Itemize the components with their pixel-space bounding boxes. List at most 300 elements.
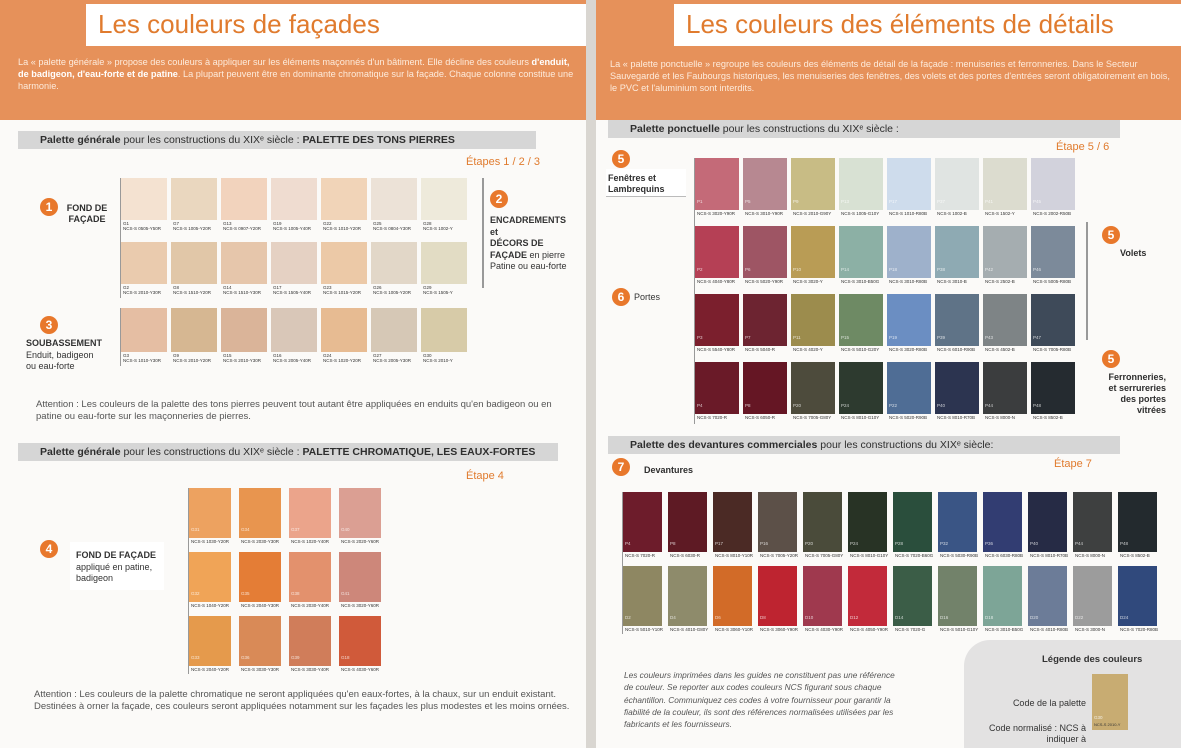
c2-l1: ENCADREMENTS	[490, 215, 567, 225]
swatch-ncs: NCS-S 3030-Y40R	[291, 667, 330, 672]
swatch-code: G19	[273, 221, 282, 226]
swatch-ncs: NCS-S 5030-R90B	[940, 553, 979, 558]
swatch-ncs: NCS-S 3020-Y90R	[697, 211, 736, 216]
swatch-g16	[271, 308, 317, 366]
swatch-ncs: NCS-S 4502-B	[985, 347, 1015, 352]
swatch-ncs: NCS-S 7005-G80Y	[805, 553, 844, 558]
swatch-ncs: NCS-S 2030-Y40R	[291, 603, 330, 608]
swatch-p44	[983, 362, 1027, 424]
swatch-code: P19	[889, 335, 898, 340]
swatch-color	[271, 178, 317, 220]
swatch-g34	[239, 488, 281, 546]
ponctuelle-palette	[694, 158, 1075, 424]
c3-l2: Enduit, badigeon	[26, 349, 94, 360]
c1-l2: FAÇADE	[68, 214, 106, 224]
swatch-g15	[221, 308, 267, 366]
swatch-d2	[623, 566, 662, 634]
c4-l1: FOND DE FAÇADE	[76, 550, 157, 560]
swatch-code: P17	[889, 199, 898, 204]
c5c-l4: vitrées	[1136, 405, 1166, 415]
swatch-code: G2	[123, 285, 130, 290]
swatch-g22	[321, 178, 367, 234]
swatch-code: P1	[697, 199, 703, 204]
swatch-p13	[839, 158, 883, 220]
swatch-code: G33	[191, 655, 200, 660]
swatch-g27	[371, 308, 417, 366]
swatch-code: P37	[937, 199, 946, 204]
swatch-ncs: NCS-S 2010-G90Y	[793, 211, 832, 216]
c7-label: Devantures	[644, 465, 694, 475]
swatch-g17	[271, 242, 317, 298]
swatch-color	[121, 242, 167, 284]
swatch-ncs: NCS-S 2020-Y60R	[341, 539, 380, 544]
swatch-ncs: NCS-S 1005-Y20R	[173, 226, 212, 231]
swatch-code: G26	[373, 285, 382, 290]
swatch-p45	[1031, 158, 1075, 220]
swatch-ncs: NCS-S 0505-Y50R	[123, 226, 162, 231]
swatch-p48	[1118, 492, 1157, 560]
legend-code-label: Code de la palette	[1012, 698, 1086, 708]
c3-l3: ou eau-forte	[26, 361, 75, 371]
swatch-g26	[371, 242, 417, 298]
callout3-num: 3	[40, 316, 58, 334]
swatch-code: G16	[273, 353, 282, 358]
swatch-d20	[1028, 566, 1067, 634]
swatch-ncs: NCS-S 1510-Y30R	[223, 290, 262, 295]
c5c-l1: Ferronneries,	[1108, 372, 1166, 382]
swatch-g14	[221, 242, 267, 298]
c4-l3: badigeon	[76, 573, 114, 583]
swatch-ncs: NCS-S 7020-B60G	[895, 553, 934, 558]
swatch-ncs: NCS-S 2030-Y30R	[241, 539, 280, 544]
swatch-color	[171, 308, 217, 352]
left-stage1: Étapes 1 / 2 / 3	[466, 156, 540, 168]
right-header	[596, 0, 1181, 120]
swatch-ncs: NCS-S 6050-R	[745, 415, 776, 420]
callout4-label	[76, 550, 166, 585]
swatch-ncs: NCS-S 2010-Y30R	[123, 290, 162, 295]
swatch-code: D2	[625, 615, 631, 620]
stone-palette-bottom	[120, 308, 476, 366]
swatch-code: G9	[173, 353, 180, 358]
swatch-g2	[121, 242, 167, 298]
swatch-code: G40	[341, 527, 350, 532]
swatch-g13	[221, 178, 267, 234]
callout1-label	[62, 203, 112, 225]
callout2-label	[490, 215, 580, 273]
swatch-ncs: NCS-S 8010-G10Y	[841, 415, 880, 420]
swatch-g38	[289, 552, 331, 610]
swatch-d14	[893, 566, 932, 634]
swatch-ncs: NCS-S 1505-Y	[423, 290, 453, 295]
swatch-ncs: NCS-S 3000-N	[1075, 627, 1106, 632]
swatch-code: P8	[670, 541, 676, 546]
swatch-ncs: NCS-S 5010-G10Y	[940, 627, 979, 632]
swatch-p16	[758, 492, 797, 560]
swatch-ncs: NCS-S 1505-Y40R	[273, 290, 312, 295]
swatch-code: D22	[1075, 615, 1084, 620]
swatch-code: G25	[373, 221, 382, 226]
swatch-color	[421, 178, 467, 220]
right-page	[596, 0, 1181, 748]
swatch-ncs: NCS-S 0907-Y20R	[223, 226, 262, 231]
swatch-ncs: NCS-S 8000-N	[985, 415, 1016, 420]
swatch-d6	[713, 566, 752, 634]
swatch-p44	[1073, 492, 1112, 560]
swatch-g37	[289, 488, 331, 546]
swatch-code: P3	[697, 335, 703, 340]
swatch-code: P42	[985, 267, 994, 272]
c2-l2: et	[490, 226, 499, 237]
swatch-ncs: NCS-S 2010-Y30R	[223, 358, 262, 363]
swatch-ncs: NCS-S 7005-G80Y	[793, 415, 832, 420]
swatch-p7	[743, 294, 787, 356]
swatch-ncs: NCS-S 2005-Y30R	[373, 358, 412, 363]
swatch-ncs: NCS-S 6030-R80B	[985, 553, 1024, 558]
c5c-l2: et serrureries	[1108, 383, 1166, 393]
swatch-ncs: NCS-S 3030-Y30R	[241, 667, 280, 672]
swatch-ncs: NCS-S 3020-Y60R	[341, 603, 380, 608]
left-intro-part2: . La plupart peuvent être en dominante chromatique sur la façade. Chaque colonne constitue une harmonie.	[18, 69, 574, 91]
swatch-p47	[1031, 294, 1075, 356]
swatch-code: G39	[291, 655, 300, 660]
swatch-code: P24	[850, 541, 859, 546]
swatch-code: D24	[1120, 615, 1129, 620]
swatch-d10	[803, 566, 842, 634]
swatch-color	[421, 308, 467, 352]
swatch-ncs: NCS-S 1020-Y20R	[323, 358, 362, 363]
swatch-code: G29	[423, 285, 432, 290]
swatch-code: P40	[1030, 541, 1039, 546]
swatch-code: D8	[760, 615, 766, 620]
swatch-p17	[713, 492, 752, 560]
swatch-code: P39	[937, 335, 946, 340]
swatch-ncs: NCS-S 1030-Y20R	[191, 539, 230, 544]
swatch-code: P48	[1120, 541, 1129, 546]
swatch-ncs: NCS-S 1005-G10Y	[841, 211, 880, 216]
swatch-d22	[1073, 566, 1112, 634]
swatch-code: P8	[745, 403, 751, 408]
swatch-ncs: NCS-S 8000-N	[1075, 553, 1106, 558]
swatch-color	[271, 242, 317, 284]
swatch-code: G41	[341, 591, 350, 596]
swatch-ncs: NCS-S 1002-Y	[423, 226, 453, 231]
bar2-mid: pour les constructions du XIXᵉ siècle :	[120, 446, 303, 458]
legend-sample-ncs: NCS-S 2010-Y	[1094, 722, 1121, 727]
swatch-ncs: NCS-S 3020-Y	[793, 279, 823, 284]
swatch-g3	[121, 308, 167, 366]
swatch-p9	[791, 158, 835, 220]
swatch-code: G36	[241, 655, 250, 660]
c2-l5: Patine ou eau-forte	[490, 261, 567, 271]
legend-sample-code: G30	[1094, 715, 1103, 720]
swatch-g29	[421, 242, 467, 298]
swatch-code: P11	[793, 335, 801, 340]
swatch-g24	[321, 308, 367, 366]
swatch-p20	[791, 362, 835, 424]
c2-l4: FAÇADE	[490, 249, 528, 260]
swatch-ncs: NCS-S 8502-B	[1120, 553, 1150, 558]
swatch-d4	[668, 566, 707, 634]
swatch-g25	[371, 178, 417, 234]
swatch-code: G7	[173, 221, 180, 226]
rbar1-pre: Palette ponctuelle	[630, 123, 720, 135]
swatch-code: P40	[937, 403, 946, 408]
swatch-ncs: NCS-S 5005-R80B	[1033, 279, 1072, 284]
swatch-ncs: NCS-S 4040-Y80R	[697, 279, 736, 284]
c5b-num: 5	[1102, 226, 1120, 244]
swatch-code: G13	[223, 221, 232, 226]
swatch-code: P20	[805, 541, 814, 546]
legend-title: Légende des couleurs	[1042, 654, 1143, 665]
swatch-p40	[1028, 492, 1067, 560]
swatch-ncs: NCS-S 7020-G	[895, 627, 926, 632]
swatch-code: G32	[191, 591, 200, 596]
swatch-d24	[1118, 566, 1157, 634]
swatch-p22	[887, 362, 931, 424]
swatch-p46	[1031, 226, 1075, 288]
swatch-p41	[983, 158, 1027, 220]
bar2-pre: Palette générale	[40, 446, 121, 458]
swatch-ncs: NCS-S 5010-Y10R	[625, 627, 664, 632]
c2-rest: en pierre	[527, 249, 566, 260]
left-intro-bold: d'enduit, de badigeon, d'eau-forte et de patine	[18, 57, 570, 79]
swatch-p24	[848, 492, 887, 560]
swatch-ncs: NCS-S 8010-R70B	[937, 415, 976, 420]
c5a-num: 5	[612, 150, 630, 168]
swatch-g36	[239, 616, 281, 674]
swatch-code: D14	[895, 615, 904, 620]
swatch-g18	[339, 616, 381, 674]
swatch-code: G22	[323, 221, 332, 226]
swatch-p32	[938, 492, 977, 560]
right-stage2: Étape 7	[1054, 458, 1092, 470]
swatch-code: P14	[841, 267, 850, 272]
left-bar2	[18, 443, 558, 461]
swatch-p17	[887, 158, 931, 220]
swatch-ncs: NCS-S 7020-R	[625, 553, 656, 558]
swatch-code: P7	[745, 335, 751, 340]
swatch-ncs: NCS-S 1005-Y40R	[273, 226, 312, 231]
swatch-color	[221, 242, 267, 284]
swatch-ncs: NCS-S 3010-R80B	[889, 279, 928, 284]
swatch-d8	[758, 566, 797, 634]
swatch-code: G31	[191, 527, 200, 532]
swatch-ncs: NCS-S 6010-R90B	[937, 347, 976, 352]
swatch-code: G37	[291, 527, 300, 532]
c2-l3: DÉCORS DE	[490, 238, 544, 248]
swatch-ncs: NCS-S 1010-Y30R	[123, 358, 162, 363]
left-title-box	[86, 4, 586, 46]
swatch-color	[371, 308, 417, 352]
swatch-p8	[743, 362, 787, 424]
swatch-ncs: NCS-S 8010-Y10R	[715, 553, 754, 558]
swatch-code: G14	[223, 285, 232, 290]
swatch-p5	[743, 158, 787, 220]
swatch-ncs: NCS-S 8010-R70B	[1030, 553, 1069, 558]
swatch-p15	[839, 294, 883, 356]
swatch-g35	[239, 552, 281, 610]
left-intro	[18, 56, 578, 92]
swatch-ncs: NCS-S 3010-B50G	[841, 279, 880, 284]
right-bar2	[608, 436, 1120, 454]
swatch-ncs: NCS-S 3010-B50G	[985, 627, 1024, 632]
swatch-code: P17	[715, 541, 724, 546]
left-bar1	[18, 131, 536, 149]
swatch-ncs: NCS-S 2010-Y	[423, 358, 453, 363]
swatch-color	[321, 308, 367, 352]
swatch-ncs: NCS-S 2002-R50B	[1033, 211, 1072, 216]
swatch-code: P36	[985, 541, 994, 546]
swatch-code: G34	[241, 527, 250, 532]
bar1-pre: Palette générale	[40, 134, 121, 146]
swatch-code: P32	[940, 541, 949, 546]
swatch-code: P28	[895, 541, 904, 546]
swatch-code: D6	[715, 615, 721, 620]
divider-right	[482, 178, 484, 288]
swatch-code: D18	[985, 615, 994, 620]
swatch-color	[321, 178, 367, 220]
swatch-p37	[935, 158, 979, 220]
swatch-ncs: NCS-S 2040-Y20R	[191, 667, 230, 672]
swatch-p11	[791, 294, 835, 356]
c5c-l3: des portes	[1120, 394, 1166, 404]
swatch-code: G27	[373, 353, 382, 358]
swatch-code: G18	[341, 655, 350, 660]
swatch-code: G35	[241, 591, 250, 596]
c5b-label: Volets	[1120, 248, 1147, 258]
swatch-ncs: NCS-S 1015-Y20R	[323, 290, 362, 295]
swatch-color	[421, 242, 467, 284]
bar2-bold: PALETTE CHROMATIQUE, LES EAUX-FORTES	[302, 446, 536, 458]
swatch-ncs: NCS-S 5540-Y80R	[697, 347, 736, 352]
right-intro: La « palette ponctuelle » regroupe les couleurs des éléments de détail de la façade : menuiseries et ferronneries. Dans le Secteur Sauvegardé et les Faubourgs historiques, les menuiseries des fenêtres, des volets et des portes d'entrées seront obligatoirement en bois, le PVC et l'aluminium sont interdits.	[610, 59, 1170, 93]
swatch-code: G8	[173, 285, 180, 290]
swatch-ncs: NCS-S 5040-R	[745, 347, 776, 352]
swatch-g28	[421, 178, 467, 234]
devantures-palette	[622, 492, 1157, 634]
swatch-color	[221, 308, 267, 352]
rbar2-pre: Palette des devantures commerciales	[630, 439, 818, 451]
swatch-ncs: NCS-S 1020-Y40R	[291, 539, 330, 544]
swatch-code: G3	[123, 353, 130, 358]
swatch-color	[171, 178, 217, 220]
right-title-box	[674, 4, 1181, 46]
swatch-code: P41	[985, 199, 994, 204]
swatch-code: G24	[323, 353, 332, 358]
swatch-p36	[983, 492, 1022, 560]
swatch-code: G17	[273, 285, 282, 290]
swatch-code: G30	[423, 353, 432, 358]
swatch-ncs: NCS-S 1502-Y	[985, 211, 1015, 216]
swatch-code: P47	[1033, 335, 1042, 340]
right-divider	[1086, 222, 1088, 340]
swatch-g41	[339, 552, 381, 610]
swatch-ncs: NCS-S 5020-R90B	[889, 415, 928, 420]
swatch-code: P24	[841, 403, 850, 408]
swatch-p19	[887, 294, 931, 356]
swatch-ncs: NCS-S 3010-B	[937, 279, 967, 284]
swatch-ncs: NCS-S 2040-Y30R	[241, 603, 280, 608]
c4-l2: appliqué en patine,	[76, 561, 153, 572]
swatch-g39	[289, 616, 331, 674]
swatch-p1	[695, 158, 739, 220]
swatch-code: P5	[745, 199, 751, 204]
swatch-code: D10	[805, 615, 814, 620]
callout1-num: 1	[40, 198, 58, 216]
swatch-code: P10	[793, 267, 802, 272]
swatch-ncs: NCS-S 2502-B	[985, 279, 1015, 284]
swatch-ncs: NCS-S 6030-R	[670, 553, 701, 558]
swatch-ncs: NCS-S 4010-R80B	[1030, 627, 1069, 632]
swatch-code: P15	[841, 335, 850, 340]
swatch-code: D4	[670, 615, 676, 620]
swatch-color	[121, 308, 167, 352]
swatch-ncs: NCS-S 3010-Y90R	[745, 211, 784, 216]
c5a-l1: Fenêtres et	[608, 173, 657, 183]
swatch-p10	[791, 226, 835, 288]
callout4-num: 4	[40, 540, 58, 558]
rbar1-mid: pour les constructions du XIXᵉ siècle :	[719, 123, 899, 135]
swatch-p18	[887, 226, 931, 288]
left-note1: Attention : Les couleurs de la palette des tons pierres peuvent tout autant être appliquées en enduits qu'en badigeon ou en patine ou eau-forte sur les maçonneries de pierres.	[36, 399, 552, 422]
legend-swatch	[1092, 674, 1128, 730]
swatch-color	[271, 308, 317, 352]
swatch-p28	[893, 492, 932, 560]
swatch-ncs: NCS-S 4030-Y60R	[341, 667, 380, 672]
swatch-code: P46	[1033, 267, 1042, 272]
swatch-color	[371, 178, 417, 220]
swatch-g9	[171, 308, 217, 366]
left-intro-part1: La « palette générale » propose des couleurs à appliquer sur les éléments maçonnés d'un bâtiment. Elle décline des couleurs	[18, 57, 529, 67]
swatch-g33	[189, 616, 231, 674]
swatch-p39	[935, 294, 979, 356]
swatch-ncs: NCS-S 1040-Y20R	[191, 603, 230, 608]
swatch-g30	[421, 308, 467, 366]
swatch-g1	[121, 178, 167, 234]
swatch-color	[321, 242, 367, 284]
swatch-code: P6	[745, 267, 751, 272]
swatch-p40	[935, 362, 979, 424]
swatch-ncs: NCS-S 7005-R80B	[1033, 347, 1072, 352]
swatch-code: P2	[697, 267, 703, 272]
c6-num: 6	[612, 288, 630, 306]
swatch-code: D12	[850, 615, 859, 620]
swatch-ncs: NCS-S 2005-Y40R	[273, 358, 312, 363]
swatch-p3	[695, 294, 739, 356]
swatch-code: D20	[1030, 615, 1039, 620]
swatch-d18	[983, 566, 1022, 634]
swatch-code: G15	[223, 353, 232, 358]
c7-num: 7	[612, 458, 630, 476]
swatch-color	[121, 178, 167, 220]
swatch-code: P22	[889, 403, 898, 408]
swatch-p38	[935, 226, 979, 288]
c5c-label	[1086, 372, 1166, 416]
c5a-l2: Lambrequins	[608, 184, 665, 194]
c3-l1: SOUBASSEMENT	[26, 338, 103, 348]
swatch-p6	[743, 226, 787, 288]
swatch-ncs: NCS-S 1010-R80B	[889, 211, 928, 216]
stone-palette-top	[120, 178, 476, 298]
swatch-ncs: NCS-S 3020-R80B	[889, 347, 928, 352]
swatch-ncs: NCS-S 1005-Y20R	[373, 290, 412, 295]
swatch-code: G23	[323, 285, 332, 290]
swatch-p42	[983, 226, 1027, 288]
swatch-ncs: NCS-S 5010-G20Y	[841, 347, 880, 352]
swatch-g19	[271, 178, 317, 234]
swatch-p48	[1031, 362, 1075, 424]
